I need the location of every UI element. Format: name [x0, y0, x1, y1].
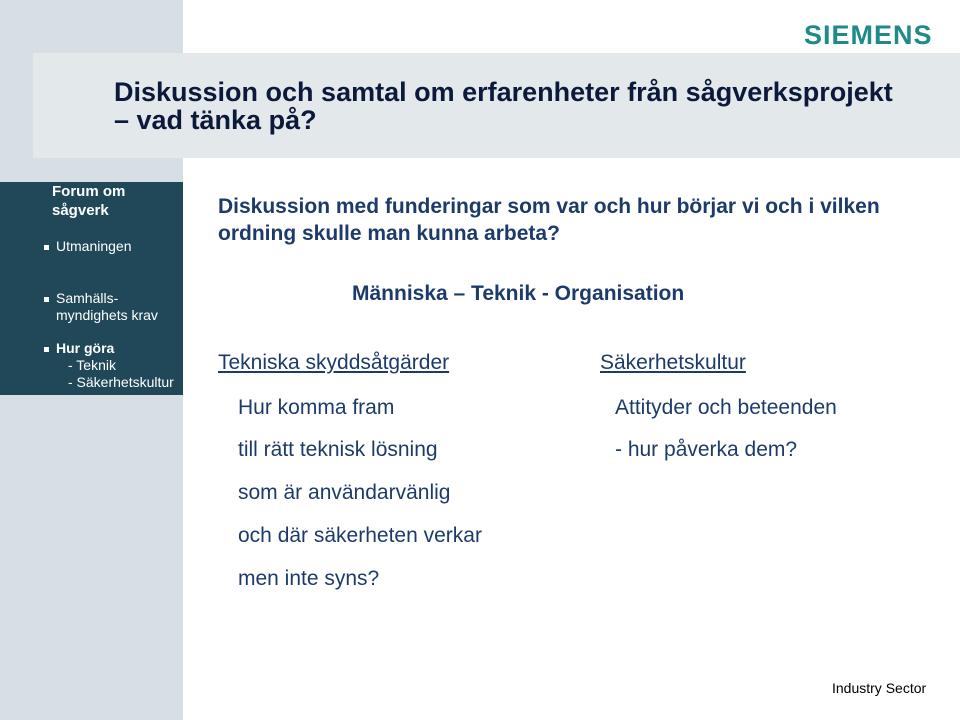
slide-title-line1: Diskussion och samtal om erfarenheter från sågverksprojekt	[114, 77, 893, 107]
sidebar-item-hur-gora[interactable]	[56, 340, 174, 391]
right-line-1: Attityder och beteenden	[615, 396, 837, 419]
left-column-heading: Tekniska skyddsåtgärder	[218, 351, 450, 374]
sidebar-item-label-2: myndighets krav	[56, 307, 158, 323]
sidebar-item-label: Hur göra	[56, 340, 115, 356]
sidebar-item-label: Utmaningen	[56, 238, 132, 254]
siemens-logo: SIEMENS	[804, 20, 933, 50]
left-line-5: men inte syns?	[238, 567, 380, 590]
section-subtitle: Människa – Teknik - Organisation	[352, 282, 685, 305]
left-line-3: som är användarvänlig	[238, 481, 451, 504]
bullet-icon	[44, 297, 49, 302]
sidebar-subitem-sakerhetskultur[interactable]: - Säkerhetskultur	[68, 374, 174, 390]
left-line-2: till rätt teknisk lösning	[238, 438, 438, 461]
left-strip-bottom	[0, 395, 183, 720]
sidebar-item-utmaningen[interactable]	[56, 238, 132, 255]
bullet-icon	[44, 347, 49, 352]
sidebar-subitem-teknik[interactable]: - Teknik	[68, 357, 116, 373]
right-column-heading: Säkerhetskultur	[600, 351, 746, 374]
sidebar-item-label: Samhälls-	[56, 290, 119, 306]
intro-text: Diskussion med funderingar som var och hur börjar vi och i vilken ordning skulle man kunna arbeta?	[218, 195, 880, 245]
footer-label: Industry Sector	[832, 680, 927, 696]
sidebar	[0, 182, 183, 395]
sidebar-heading: Forum om sågverk	[52, 183, 126, 219]
right-line-2: - hur påverka dem?	[615, 438, 798, 461]
left-line-4: och där säkerheten verkar	[238, 524, 482, 547]
slide-title	[114, 78, 934, 134]
slide-title-line2: – vad tänka på?	[114, 105, 317, 135]
sidebar-item-samhallsmyndighets-krav[interactable]	[56, 290, 158, 324]
left-line-1: Hur komma fram	[238, 396, 395, 419]
bullet-icon	[44, 245, 49, 250]
